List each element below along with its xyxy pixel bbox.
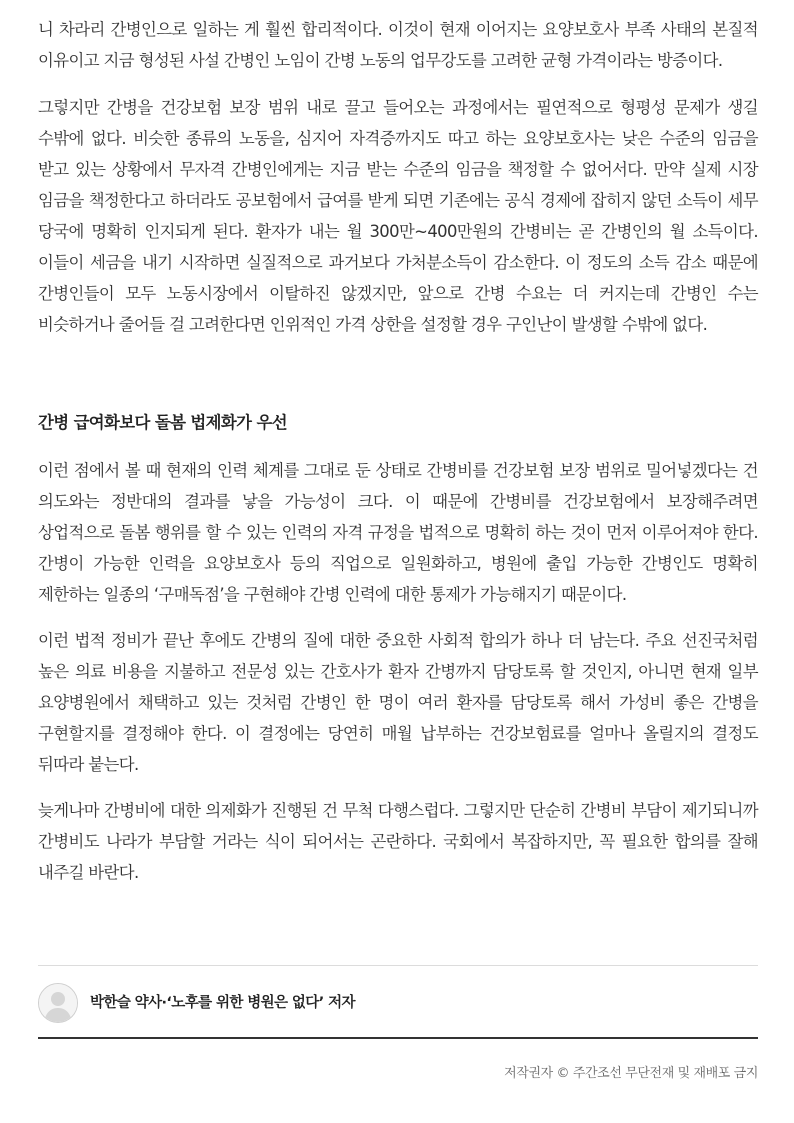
article-paragraph: 이런 점에서 볼 때 현재의 인력 체계를 그대로 둔 상태로 간병비를 건강보험 보장 범위로 밀어넣겠다는 건 의도와는 정반대의 결과를 낳을 가능성이 크다. 이 때문에 간병비를 건강보험에서 보장해주려면 상업적으로 돌봄 행위를 할 수 있는 인력의 자격 규정을 법적으로 명확히 하는 것이 먼저 이루어져야 한다. 간병이 가능한 인력을 요양보호사 등의 직업으로 일원화하고, 병원에 출입 가능한 간병인도 명확히 제한하는 일종의 ‘구매독점’을 구현해야 간병 인력에 대한 통제가 가능해지기 때문이다.	[38, 461, 758, 604]
article-paragraph: 니 차라리 간병인으로 일하는 게 훨씬 합리적이다. 이것이 현재 이어지는 요양보호사 부족 사태의 본질적 이유이고 지금 형성된 사설 간병인 노임이 간병 노동의 업무강도를 고려한 균형 가격이라는 방증이다.	[38, 20, 758, 70]
user-silhouette-icon	[38, 983, 78, 1023]
copyright-notice: 저작권자 © 주간조선 무단전재 및 재배포 금지	[504, 1066, 758, 1081]
article-paragraph: 그렇지만 간병을 건강보험 보장 범위 내로 끌고 들어오는 과정에서는 필연적으로 형평성 문제가 생길 수밖에 없다. 비슷한 종류의 노동을, 심지어 자격증까지도 따고 하는 요양보호사는 낮은 수준의 임금을 받고 있는 상황에서 무자격 간병인에게는 지금 받는 수준의 임금을 책정할 수 없어서다. 만약 실제 시장 임금을 책정한다고 하더라도 공보험에서 급여를 받게 되면 기존에는 공식 경제에 잡히지 않던 소득이 세무 당국에 명확히 인지되게 된다. 환자가 내는 월 300만~400만원의 간병비는 곧 간병인의 월 소득이다. 이들이 세금을 내기 시작하면 실질적으로 과거보다 가처분소득이 감소한다. 이 정도의 소득 감소 때문에 간병인들이 모두 노동시장에서 이탈하진 않겠지만, 앞으로 간병 수요는 더 커지는데 간병인 수는 비슷하거나 줄어들 걸 고려한다면 인위적인 가격 상한을 설정할 경우 구인난이 발생할 수밖에 없다.	[38, 98, 758, 334]
author-box	[38, 965, 758, 1039]
author-name: 박한슬 약사·‘노후를 위한 병원은 없다’ 저자	[90, 995, 355, 1011]
article-paragraph: 늦게나마 간병비에 대한 의제화가 진행된 건 무척 다행스럽다. 그렇지만 단순히 간병비 부담이 제기되니까 간병비도 나라가 부담할 거라는 식이 되어서는 곤란하다. 국회에서 복잡하지만, 꼭 필요한 합의를 잘해 내주길 바란다.	[38, 801, 758, 882]
article-paragraph: 이런 법적 정비가 끝난 후에도 간병의 질에 대한 중요한 사회적 합의가 하나 더 남는다. 주요 선진국처럼 높은 의료 비용을 지불하고 전문성 있는 간호사가 환자 간병까지 담당토록 할 것인지, 아니면 현재 일부 요양병원에서 채택하고 있는 것처럼 간병인 한 명이 여러 환자를 담당토록 해서 가성비 좋은 간병을 구현할지를 결정해야 한다. 이 결정에는 당연히 매월 납부하는 건강보험료를 얼마나 올릴지의 결정도 뒤따라 붙는다.	[38, 631, 758, 774]
section-subheading: 간병 급여화보다 돌봄 법제화가 우선	[38, 413, 287, 432]
article-body	[38, 14, 758, 888]
